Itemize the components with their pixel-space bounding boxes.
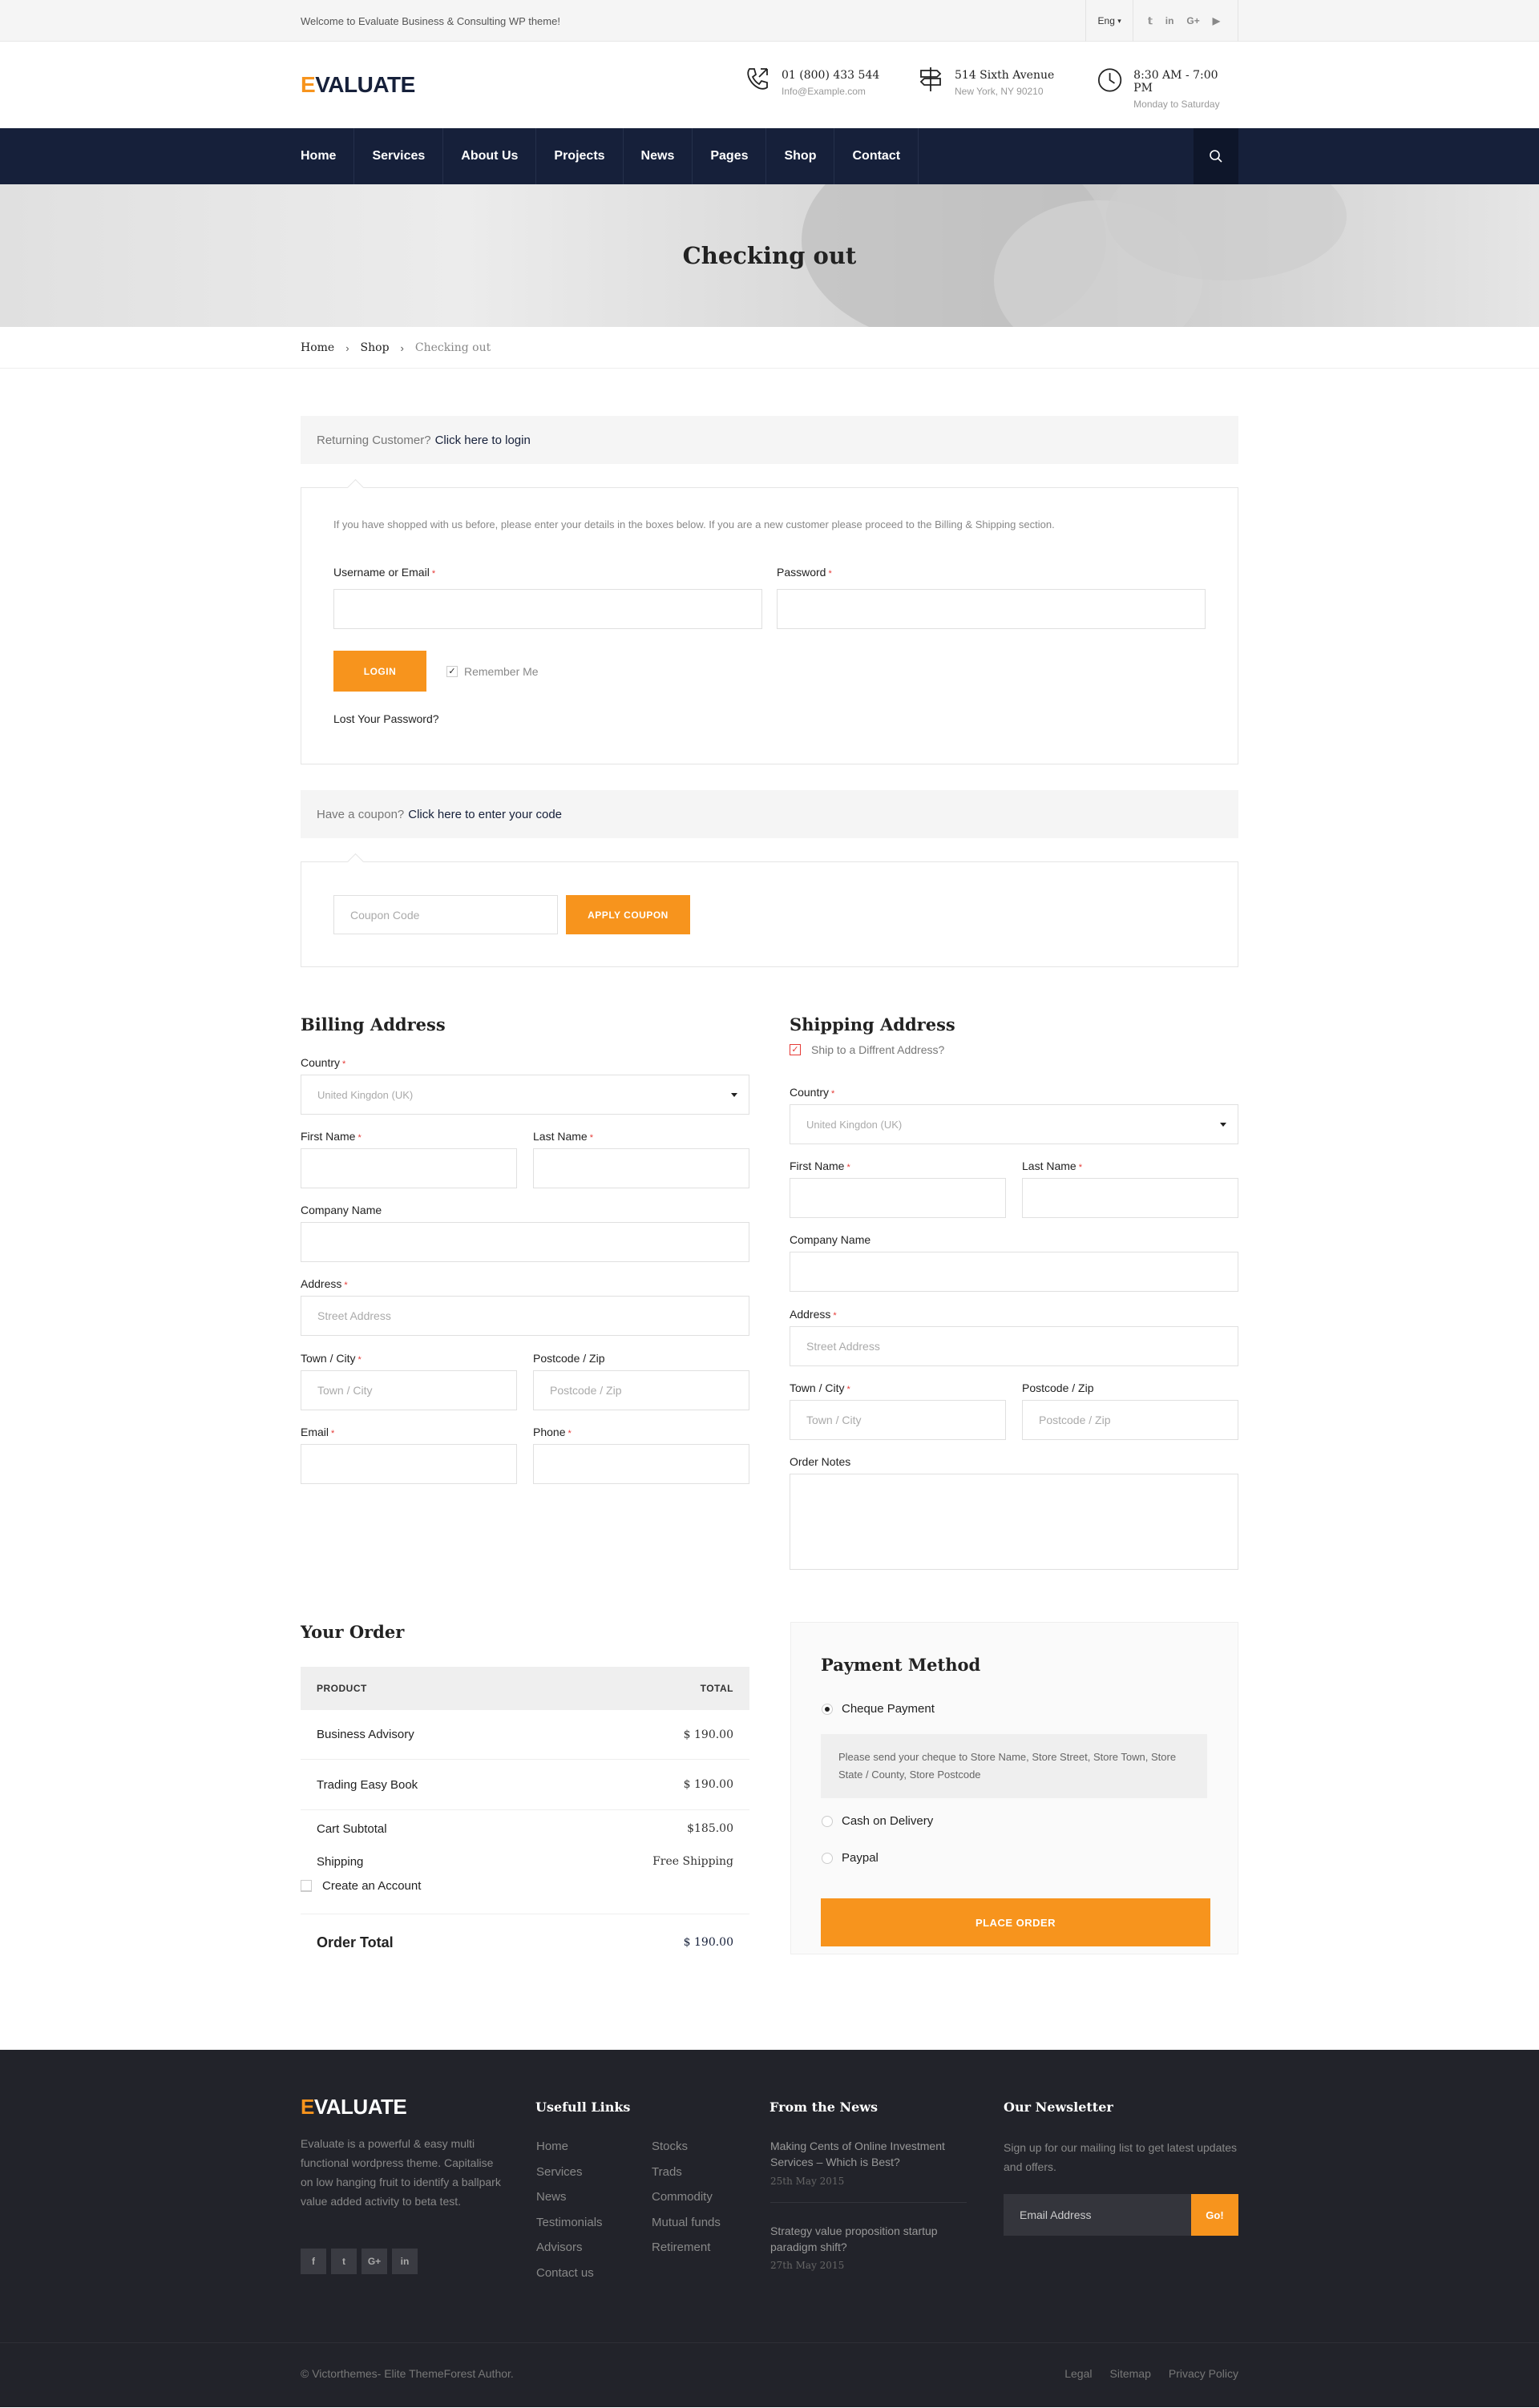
billing-company-input[interactable]	[301, 1222, 749, 1262]
signpost-icon	[915, 63, 947, 95]
youtube-icon[interactable]: ▶	[1212, 15, 1220, 26]
footer-about: Evaluate is a powerful & easy multi functional wordpress theme. Capitalise on low hanging fruit to identify a ballpark value added activity to beta test.	[301, 2137, 501, 2208]
shipping-last-name-input[interactable]	[1022, 1178, 1238, 1218]
nav-shop[interactable]: Shop	[766, 128, 834, 184]
hours-time: 8:30 AM - 7:00 PM	[1133, 69, 1218, 95]
shipping-town-label: Town / City *	[790, 1381, 850, 1394]
shipping-label: Shipping	[317, 1855, 364, 1869]
footer-bottom-links	[1064, 2367, 1238, 2380]
order-table	[301, 1667, 749, 1970]
caret-down-icon	[731, 1093, 737, 1097]
legal-link[interactable]: Legal	[1064, 2367, 1093, 2380]
billing-town-label: Town / City *	[301, 1352, 362, 1365]
page-title: Checking out	[682, 242, 857, 269]
nav-pages[interactable]: Pages	[693, 128, 766, 184]
shipping-last-name-label: Last Name *	[1022, 1160, 1082, 1172]
header	[0, 42, 1539, 128]
privacy-policy-link[interactable]: Privacy Policy	[1168, 2367, 1238, 2380]
news-item-date: 27th May 2015	[770, 2260, 845, 2271]
ship-different-checkbox[interactable]	[790, 1044, 801, 1055]
twitter-icon[interactable]: 𝕥	[1148, 15, 1153, 26]
order-notes-textarea[interactable]	[790, 1474, 1238, 1570]
footer-link[interactable]: Commodity	[652, 2190, 713, 2204]
newsletter-email-input[interactable]: Email Address	[1004, 2194, 1191, 2236]
shipping-company-input[interactable]	[790, 1252, 1238, 1292]
order-table-header	[301, 1667, 749, 1710]
col-product: PRODUCT	[317, 1683, 367, 1694]
shipping-country-label: Country *	[790, 1086, 835, 1099]
login-toggle-link[interactable]: Click here to login	[434, 433, 531, 447]
footer-link[interactable]: Advisors	[536, 2241, 583, 2254]
billing-country-label: Country *	[301, 1056, 346, 1069]
col-total: TOTAL	[700, 1683, 733, 1694]
order-total-row	[301, 1914, 749, 1970]
news-divider	[770, 2202, 967, 2203]
search-icon	[1209, 149, 1223, 163]
apply-coupon-button[interactable]: APPLY COUPON	[566, 895, 690, 934]
billing-town-input[interactable]: Town / City	[301, 1370, 517, 1410]
billing-email-input[interactable]	[301, 1444, 517, 1484]
password-label: Password *	[777, 566, 832, 579]
check-icon: ✓	[448, 666, 456, 676]
footer-link[interactable]: Contact us	[536, 2266, 594, 2280]
remember-me-checkbox[interactable]	[446, 666, 458, 677]
welcome-text: Welcome to Evaluate Business & Consulting WP theme!	[301, 15, 560, 27]
billing-country-value: United Kingdon (UK)	[317, 1088, 414, 1101]
breadcrumb-shop[interactable]: Shop	[360, 341, 390, 354]
breadcrumb-current: Checking out	[414, 341, 491, 354]
clock-icon	[1094, 63, 1125, 95]
hours-days: Monday to Saturday	[1133, 99, 1220, 110]
coupon-notice	[301, 790, 1238, 838]
googleplus-icon[interactable]: G+	[362, 2249, 387, 2274]
payment-title: Payment Method	[821, 1655, 981, 1675]
logo-text: VALUATE	[315, 72, 415, 97]
footer-link[interactable]: Retirement	[652, 2241, 711, 2254]
billing-address-label: Address *	[301, 1277, 348, 1290]
breadcrumb	[0, 327, 1539, 369]
coupon-input[interactable]: Coupon Code	[333, 895, 558, 934]
footer-link[interactable]: Mutual funds	[652, 2216, 721, 2229]
chevron-right-icon: ›	[400, 341, 404, 354]
create-account-label: Create an Account	[322, 1879, 422, 1893]
footer-link[interactable]: Stocks	[652, 2140, 689, 2153]
login-notice-text: Returning Customer?	[317, 433, 431, 447]
footer-link[interactable]: Testimonials	[536, 2216, 603, 2229]
cod-radio[interactable]	[822, 1816, 833, 1827]
twitter-icon[interactable]: t	[331, 2249, 357, 2274]
footer-link[interactable]: Trads	[652, 2165, 682, 2179]
order-item-name: Trading Easy Book	[317, 1777, 418, 1792]
newsletter-title: Our Newsletter	[1004, 2099, 1113, 2115]
nav-projects[interactable]: Projects	[536, 128, 623, 184]
contact-phone	[741, 63, 879, 97]
billing-last-name-label: Last Name *	[533, 1130, 593, 1143]
newsletter-text: Sign up for our mailing list to get latest updates and offers.	[1004, 2141, 1238, 2173]
subtotal-value: $185.00	[687, 1822, 733, 1835]
useful-links-title: Usefull Links	[535, 2099, 631, 2115]
phone-number: 01 (800) 433 544	[782, 69, 880, 82]
shipping-company-label: Company Name	[790, 1233, 871, 1246]
login-notice	[301, 416, 1238, 464]
footer	[0, 2050, 1539, 2407]
newsletter-submit-button[interactable]: Go!	[1191, 2194, 1238, 2236]
billing-street-input[interactable]: Street Address	[301, 1296, 749, 1336]
order-item-name: Business Advisory	[317, 1728, 414, 1741]
order-notes-label: Order Notes	[790, 1455, 851, 1468]
billing-first-name-input[interactable]	[301, 1148, 517, 1188]
news-item-title[interactable]: Strategy value proposition startup paradigm shift?	[770, 2224, 938, 2253]
top-bar	[0, 0, 1539, 42]
shipping-town-input[interactable]: Town / City	[790, 1400, 1006, 1440]
footer-logo-accent: E	[301, 2095, 314, 2119]
phone-icon	[741, 63, 774, 95]
billing-country-select[interactable]	[301, 1075, 749, 1115]
billing-phone-label: Phone *	[533, 1426, 572, 1438]
footer-link[interactable]: Home	[536, 2140, 569, 2153]
billing-phone-input[interactable]	[533, 1444, 749, 1484]
cheque-radio[interactable]	[822, 1704, 833, 1715]
nav-contact[interactable]: Contact	[834, 128, 919, 184]
language-select[interactable]	[1085, 0, 1133, 42]
billing-company-label: Company Name	[301, 1204, 382, 1216]
table-row	[301, 1760, 749, 1810]
username-input[interactable]	[333, 589, 762, 629]
order-item-price: $ 190.00	[683, 1728, 733, 1741]
logo[interactable]	[301, 72, 415, 98]
lost-password-link[interactable]: Lost Your Password?	[333, 712, 439, 725]
nav-services[interactable]: Services	[354, 128, 443, 184]
password-input[interactable]	[777, 589, 1206, 629]
news-title: From the News	[770, 2099, 879, 2115]
coupon-panel	[301, 861, 1238, 967]
subtotal-row	[301, 1810, 749, 1847]
contact-address	[915, 63, 1054, 97]
chevron-right-icon: ›	[345, 341, 349, 354]
paypal-radio[interactable]	[822, 1853, 833, 1864]
check-icon: ✓	[791, 1044, 799, 1055]
shipping-postcode-input[interactable]: Postcode / Zip	[1022, 1400, 1238, 1440]
shipping-postcode-label: Postcode / Zip	[1022, 1381, 1094, 1394]
contact-hours	[1094, 63, 1238, 110]
shipping-first-name-input[interactable]	[790, 1178, 1006, 1218]
billing-postcode-label: Postcode / Zip	[533, 1352, 605, 1365]
payment-box	[790, 1622, 1238, 1954]
page-banner	[0, 184, 1539, 327]
place-order-button[interactable]: PLACE ORDER	[821, 1898, 1210, 1946]
language-label: Eng	[1097, 15, 1115, 26]
billing-email-label: Email *	[301, 1426, 335, 1438]
facebook-icon[interactable]: f	[301, 2249, 326, 2274]
nav-news[interactable]: News	[624, 128, 693, 184]
shipping-row	[301, 1847, 749, 1914]
address-line: 514 Sixth Avenue	[955, 69, 1055, 82]
subtotal-label: Cart Subtotal	[317, 1821, 387, 1836]
login-button[interactable]: LOGIN	[333, 651, 426, 692]
breadcrumb-home[interactable]: Home	[301, 341, 335, 354]
cod-label: Cash on Delivery	[842, 1814, 934, 1828]
chevron-down-icon: ▾	[1117, 16, 1121, 25]
billing-postcode-input[interactable]: Postcode / Zip	[533, 1370, 749, 1410]
search-button[interactable]	[1194, 128, 1238, 184]
billing-first-name-label: First Name *	[301, 1130, 362, 1143]
shipping-country-value: United Kingdon (UK)	[806, 1118, 903, 1131]
your-order-title: Your Order	[301, 1622, 405, 1642]
shipping-first-name-label: First Name *	[790, 1160, 850, 1172]
order-total-value: $ 190.00	[683, 1936, 733, 1949]
sitemap-link[interactable]: Sitemap	[1109, 2367, 1151, 2380]
copyright: © Victorthemes- Elite ThemeForest Author.	[301, 2367, 514, 2380]
news-item-title[interactable]: Making Cents of Online Investment Services – Which is Best?	[770, 2140, 945, 2168]
email-address: Info@Example.com	[782, 86, 866, 97]
billing-last-name-input[interactable]	[533, 1148, 749, 1188]
footer-logo-text: VALUATE	[313, 2095, 407, 2119]
shipping-country-select[interactable]	[790, 1104, 1238, 1144]
coupon-notice-text: Have a coupon?	[317, 807, 405, 821]
table-row	[301, 1710, 749, 1760]
footer-logo[interactable]	[301, 2095, 406, 2120]
billing-title: Billing Address	[301, 1014, 446, 1035]
footer-bottom	[0, 2342, 1539, 2407]
caret-down-icon	[1220, 1123, 1226, 1127]
address-city: New York, NY 90210	[955, 86, 1044, 97]
shipping-address-label: Address *	[790, 1308, 837, 1321]
footer-social	[301, 2249, 422, 2274]
coupon-toggle-link[interactable]: Click here to enter your code	[408, 807, 563, 821]
footer-link[interactable]: News	[536, 2190, 567, 2204]
login-panel	[301, 487, 1238, 764]
login-intro: If you have shopped with us before, please enter your details in the boxes below. If you are a new customer please proceed to the Billing & Shipping section.	[333, 518, 1055, 530]
linkedin-icon[interactable]: in	[392, 2249, 418, 2274]
footer-link[interactable]: Services	[536, 2165, 583, 2179]
logo-accent: E	[301, 72, 316, 97]
shipping-value: Free Shipping	[652, 1855, 733, 1868]
main-nav	[0, 128, 1539, 184]
news-item-date: 25th May 2015	[770, 2176, 845, 2187]
cheque-note: Please send your cheque to Store Name, Store Street, Store Town, Store State / County, Store Postcode	[821, 1734, 1207, 1798]
checkout-main	[301, 369, 1238, 2034]
username-label: Username or Email *	[333, 566, 436, 579]
remember-me-label: Remember Me	[464, 665, 539, 678]
order-item-price: $ 190.00	[683, 1778, 733, 1791]
linkedin-icon[interactable]: in	[1165, 15, 1174, 26]
shipping-title: Shipping Address	[790, 1014, 955, 1035]
nav-home[interactable]: Home	[301, 128, 354, 184]
cheque-label: Cheque Payment	[842, 1702, 935, 1716]
order-total-label: Order Total	[317, 1934, 394, 1950]
shipping-street-input[interactable]: Street Address	[790, 1326, 1238, 1366]
ship-different-label: Ship to a Diffrent Address?	[811, 1043, 945, 1056]
top-social-links	[1133, 0, 1238, 42]
googleplus-icon[interactable]: G+	[1186, 15, 1200, 26]
paypal-label: Paypal	[842, 1851, 879, 1865]
nav-about-us[interactable]: About Us	[443, 128, 536, 184]
